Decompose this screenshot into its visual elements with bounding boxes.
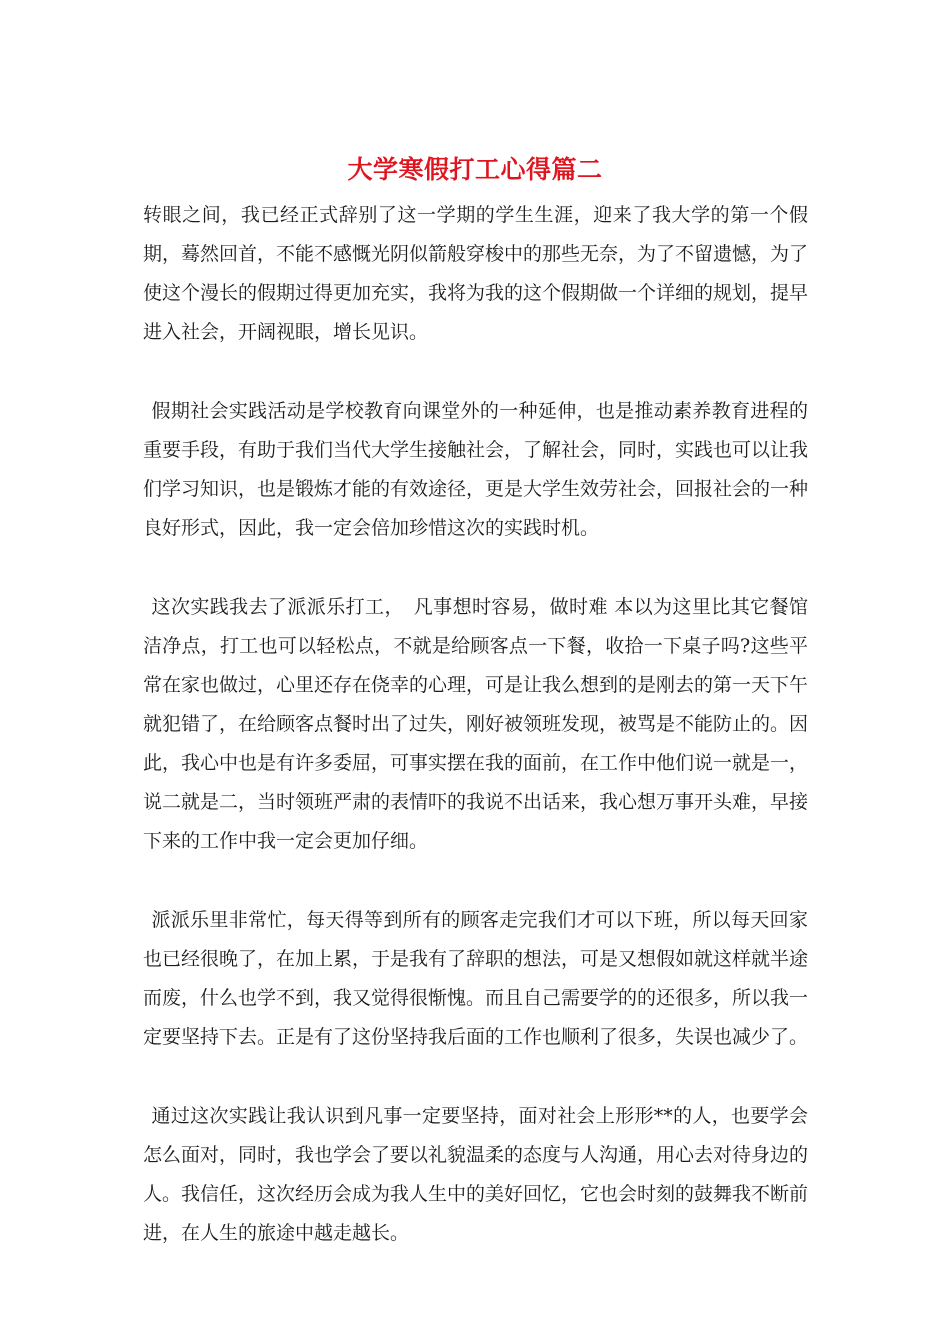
paragraph-5: 通过这次实践让我认识到凡事一定要坚持，面对社会上形形**的人，也要学会怎么面对，同时，我也学会了要以礼貌温柔的态度与人沟通，用心去对待身边的人。我信任，这次经历会成为我人生中的美好回忆，它也会时刻的鼓舞我不断前进，在人生的旅途中越走越长。	[143, 1105, 809, 1244]
document-title: 大学寒假打工心得篇二	[347, 155, 603, 184]
document-body	[143, 196, 808, 1293]
paragraph-3: 这次实践我去了派派乐打工， 凡事想时容易，做时难 本以为这里比其它餐馆洁净点，打工也可以轻松点，不就是给顾客点一下餐，收拾一下桌子吗?这些平常在家也做过，心里还存在侥幸的心理，可是让我么想到的是刚去的第一天下午就犯错了，在给顾客点餐时出了过失，刚好被领班发现，被骂是不能防止的。因此，我心中也是有许多委屈，可事实摆在我的面前，在工作中他们说一就是一，说二就是二，当时领班严肃的表情吓的我说不出话来，我心想万事开头难，早接下来的工作中我一定会更加仔细。	[143, 596, 809, 852]
paragraph-4: 派派乐里非常忙，每天得等到所有的顾客走完我们才可以下班，所以每天回家也已经很晚了，在加上累，于是我有了辞职的想法，可是又想假如就这样就半途而废，什么也学不到，我又觉得很惭愧。而且自己需要学的的还很多，所以我一定要坚持下去。正是有了这份坚持我后面的工作也顺利了很多，失误也减少了。	[143, 909, 809, 1048]
paragraph-1: 转眼之间，我已经正式辞别了这一学期的学生生涯，迎来了我大学的第一个假期，蓦然回首，不能不感慨光阴似箭般穿梭中的那些无奈，为了不留遗憾，为了使这个漫长的假期过得更加充实，我将为我的这个假期做一个详细的规划，提早进入社会，开阔视眼，增长见识。	[143, 204, 809, 343]
paragraph-2: 假期社会实践活动是学校教育向课堂外的一种延伸，也是推动素养教育进程的重要手段，有助于我们当代大学生接触社会，了解社会，同时，实践也可以让我们学习知识，也是锻炼才能的有效途径，更是大学生效劳社会，回报社会的一种良好形式，因此，我一定会倍加珍惜这次的实践时机。	[143, 400, 809, 539]
